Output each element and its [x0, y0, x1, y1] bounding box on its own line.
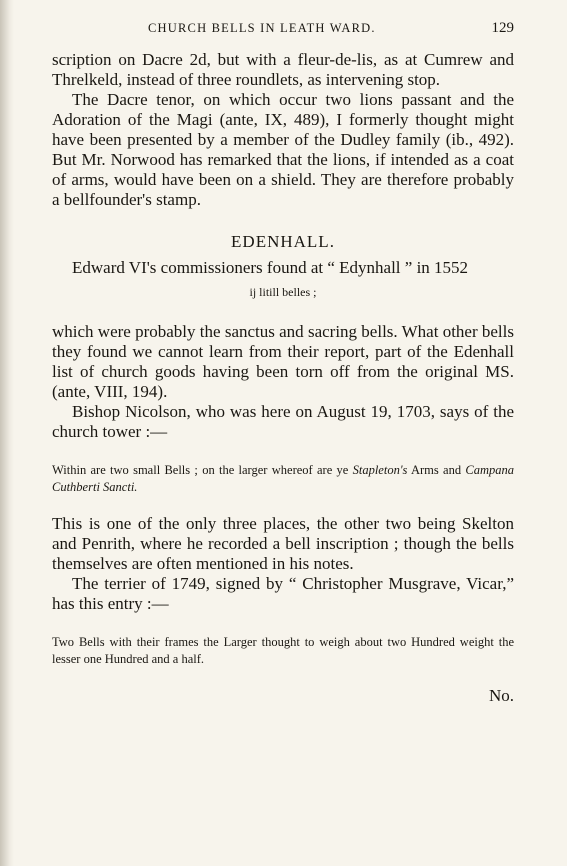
quotation-1: ij litill belles ;	[249, 285, 317, 299]
paragraph-4: which were probably the sanctus and sacring bells. What other bells they found we cannot learn from their report, part of the Edenhall list of church goods having been torn off from the original MS. (ante, VIII, 194).	[52, 322, 514, 401]
paragraph-1: scription on Dacre 2d, but with a fleur-de-lis, as at Cumrew and Threlkeld, instead of three roundlets, as intervening stop.	[52, 50, 514, 89]
quotation-2-text-b: Arms and	[407, 463, 466, 477]
paragraph-2: The Dacre tenor, on which occur two lions passant and the Adoration of the Magi (ante, IX, 489), I formerly thought might have been presented by a member of the Dudley family (ib., 492). But Mr. Norwood has remarked that the lions, if intended as a coat of arms, would have been on a shield. They are therefore probably a bellfounder's stamp.	[52, 90, 514, 209]
page-gutter-shadow	[0, 0, 14, 866]
quotation-2-italic-a: Stapleton's	[352, 463, 408, 477]
catchword: No.	[488, 686, 514, 705]
paragraph-3: Edward VI's commissioners found at “ Edynhall ” in 1552	[72, 258, 469, 277]
quotation-3: Two Bells with their frames the Larger thought to weigh about two Hundred weight the lesser one Hundred and a half.	[52, 635, 514, 666]
running-head-title: CHURCH BELLS IN LEATH WARD.	[148, 21, 376, 35]
section-heading: EDENHALL.	[231, 232, 335, 251]
quotation-2-text-a: Within are two small Bells ; on the larger whereof are ye	[52, 463, 353, 477]
book-page	[52, 18, 514, 706]
paragraph-6: This is one of the only three places, the other two being Skelton and Penrith, where he recorded a bell inscription ; though the bells themselves are often mentioned in his notes.	[52, 514, 514, 573]
paragraph-7: The terrier of 1749, signed by “ Christopher Musgrave, Vicar,” has this entry :—	[52, 574, 514, 613]
paragraph-5: Bishop Nicolson, who was here on August 19, 1703, says of the church tower :—	[52, 402, 514, 441]
quotation-2-italic-b: Campana Cuthberti Sancti.	[52, 463, 514, 494]
running-head	[52, 18, 514, 38]
quotation-2	[52, 462, 514, 496]
page-number: 129	[491, 20, 514, 36]
